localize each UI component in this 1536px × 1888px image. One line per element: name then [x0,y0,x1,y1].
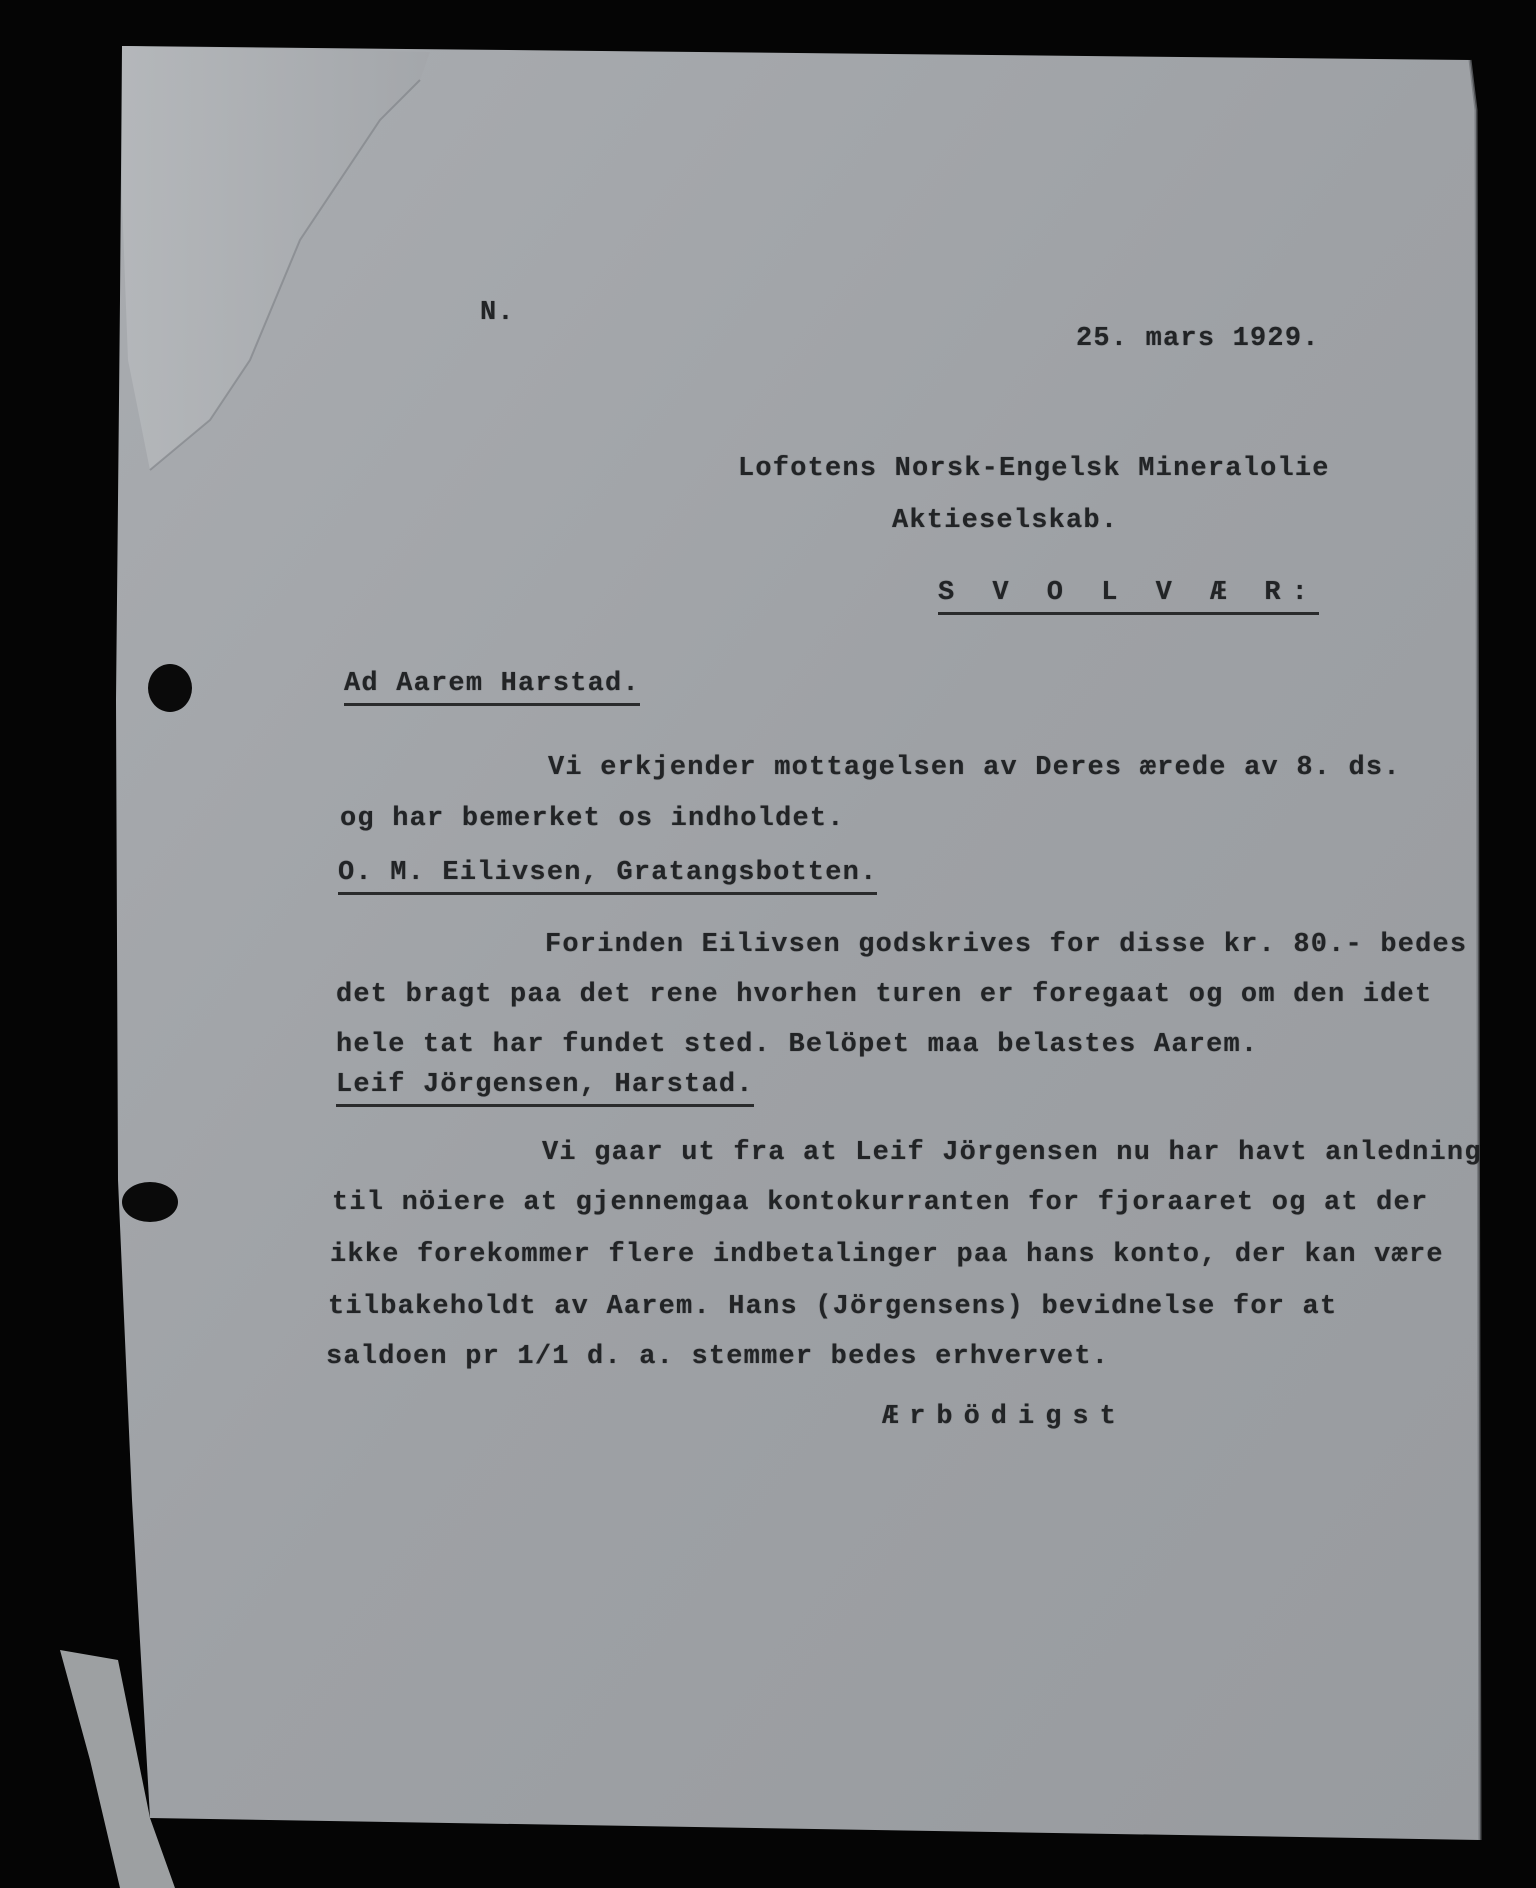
reference-mark: N. [480,298,515,328]
paragraph-2-line-1: Forinden Eilivsen godskrives for disse kr. 80.- bedes [545,930,1468,960]
paragraph-1-line-2: og har bemerket os indholdet. [340,804,845,834]
recipient-line-2: Aktieselskab. [892,506,1119,536]
paragraph-3-line-3: ikke forekommer flere indbetalinger paa hans konto, der kan være [330,1240,1444,1270]
punch-hole-lower [122,1182,178,1222]
paragraph-3-line-2: til nöiere at gjennemgaa kontokurranten for fjoraaret og at der [332,1188,1429,1218]
letter-date: 25. mars 1929. [1076,324,1320,354]
paragraph-2-line-3: hele tat har fundet sted. Belöpet maa belastes Aarem. [336,1030,1259,1060]
paragraph-3-line-4: tilbakeholdt av Aarem. Hans (Jörgensens) bevidnelse for at [328,1292,1338,1322]
punch-hole-upper [148,664,192,712]
recipient-city: S V O L V Æ R: [938,580,1319,615]
paragraph-1-line-1: Vi erkjender mottagelsen av Deres ærede av 8. ds. [548,753,1401,783]
paragraph-3-line-1: Vi gaar ut fra at Leif Jörgensen nu har havt anledning [542,1138,1482,1168]
paragraph-3-line-5: saldoen pr 1/1 d. a. stemmer bedes erhvervet. [326,1342,1110,1372]
recipient-line-1: Lofotens Norsk-Engelsk Mineralolie [738,454,1330,484]
closing-salutation: Ærbödigst [882,1402,1127,1432]
section-heading-jorgensen: Leif Jörgensen, Harstad. [336,1072,754,1107]
subject-line: Ad Aarem Harstad. [344,671,640,706]
section-heading-eilivsen: O. M. Eilivsen, Gratangsbotten. [338,860,877,895]
paragraph-2-line-2: det bragt paa det rene hvorhen turen er foregaat og om den idet [336,980,1433,1010]
